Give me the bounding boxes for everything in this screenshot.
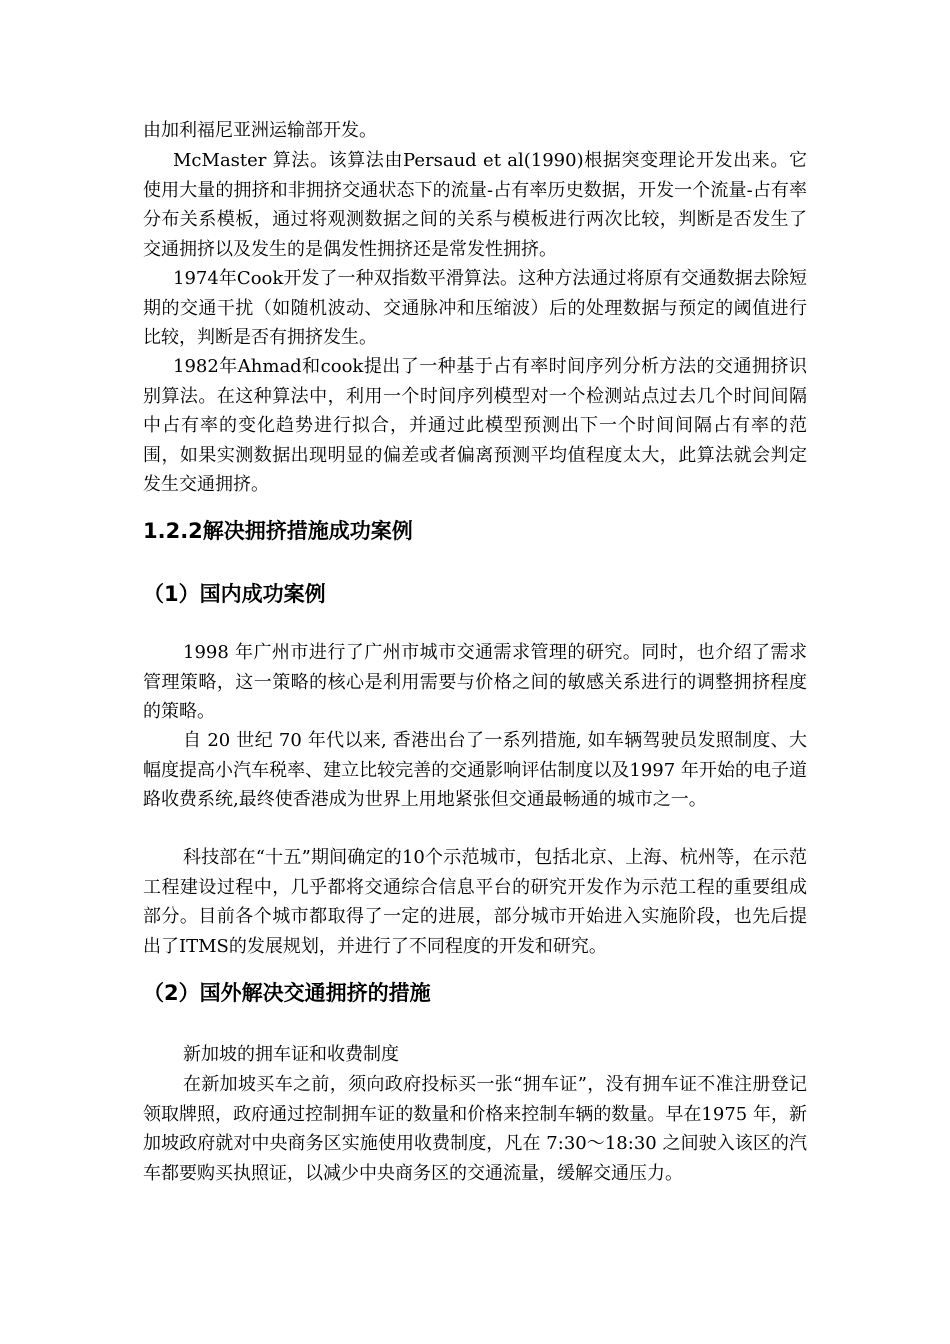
paragraph-mcmaster: McMaster 算法。该算法由Persaud et al(1990)根据突变理论开发出来。它使用大量的拥挤和非拥挤交通状态下的流量-占有率历史数据，开发一个流量-占有率分布关系模板，通过将观测数据之间的关系与模板进行两次比较，判断是否发生了交通拥挤以及发生的是偶发性拥挤还是常发性拥挤。	[143, 150, 807, 260]
subsection-heading-foreign: （2）国外解决交通拥挤的措施	[143, 981, 431, 1005]
paragraph-ministry-science: 科技部在“十五”期间确定的10个示范城市，包括北京、上海、杭州等，在示范工程建设过程中，几乎都将交通综合信息平台的研究开发作为示范工程的重要组成部分。目前各个城市都取得了一定的进展，部分城市开始进入实施阶段，也先后提出了ITMS的发展规划，并进行了不同程度的开发和研究。	[143, 847, 807, 957]
subsection-heading-domestic: （1）国内成功案例	[143, 582, 326, 606]
paragraph-ahmad-cook-1982: 1982年Ahmad和cook提出了一种基于占有率时间序列分析方法的交通拥挤识别算法。在这种算法中，利用一个时间序列模型对一个检测站点过去几个时间间隔中占有率的变化趋势进行拟合，并通过此模型预测出下一个时间间隔占有率的范围，如果实测数据出现明显的偏差或者偏离预测平均值程度太大，此算法就会判定发生交通拥挤。	[143, 356, 807, 495]
paragraph-cook-1974: 1974年Cook开发了一种双指数平滑算法。这种方法通过将原有交通数据去除短期的交通干扰（如随机波动、交通脉冲和压缩波）后的处理数据与预定的阈值进行比较，判断是否有拥挤发生。	[143, 268, 807, 348]
paragraph-guangzhou: 1998 年广州市进行了广州市城市交通需求管理的研究。同时，也介绍了需求管理策略，这一策略的核心是利用需要与价格之间的敏感关系进行的调整拥挤程度的策略。	[143, 642, 807, 722]
paragraph-hongkong: 自 20 世纪 70 年代以来, 香港出台了一系列措施, 如车辆驾驶员发照制度、大幅度提高小汽车税率、建立比较完善的交通影响评估制度以及1997 年开始的电子道路收费系统,最终使香港成为世界上用地紧张但交通最畅通的城市之一。	[143, 730, 807, 810]
paragraph-singapore-title: 新加坡的拥车证和收费制度	[183, 1044, 399, 1065]
paragraph-singapore: 在新加坡买车之前，须向政府投标买一张“拥车证”，没有拥车证不准注册登记领取牌照，政府通过控制拥车证的数量和价格来控制车辆的数量。早在1975 年，新加坡政府就对中央商务区实施使用收费制度，凡在 7:30～18:30 之间驶入该区的汽车都要购买执照证，以减少中央商务区的交通流量，缓解交通压力。	[143, 1074, 807, 1184]
section-heading-1-2-2: 1.2.2解决拥挤措施成功案例	[143, 519, 413, 543]
paragraph-intro-fragment: 由加利福尼亚洲运输部开发。	[143, 120, 377, 141]
